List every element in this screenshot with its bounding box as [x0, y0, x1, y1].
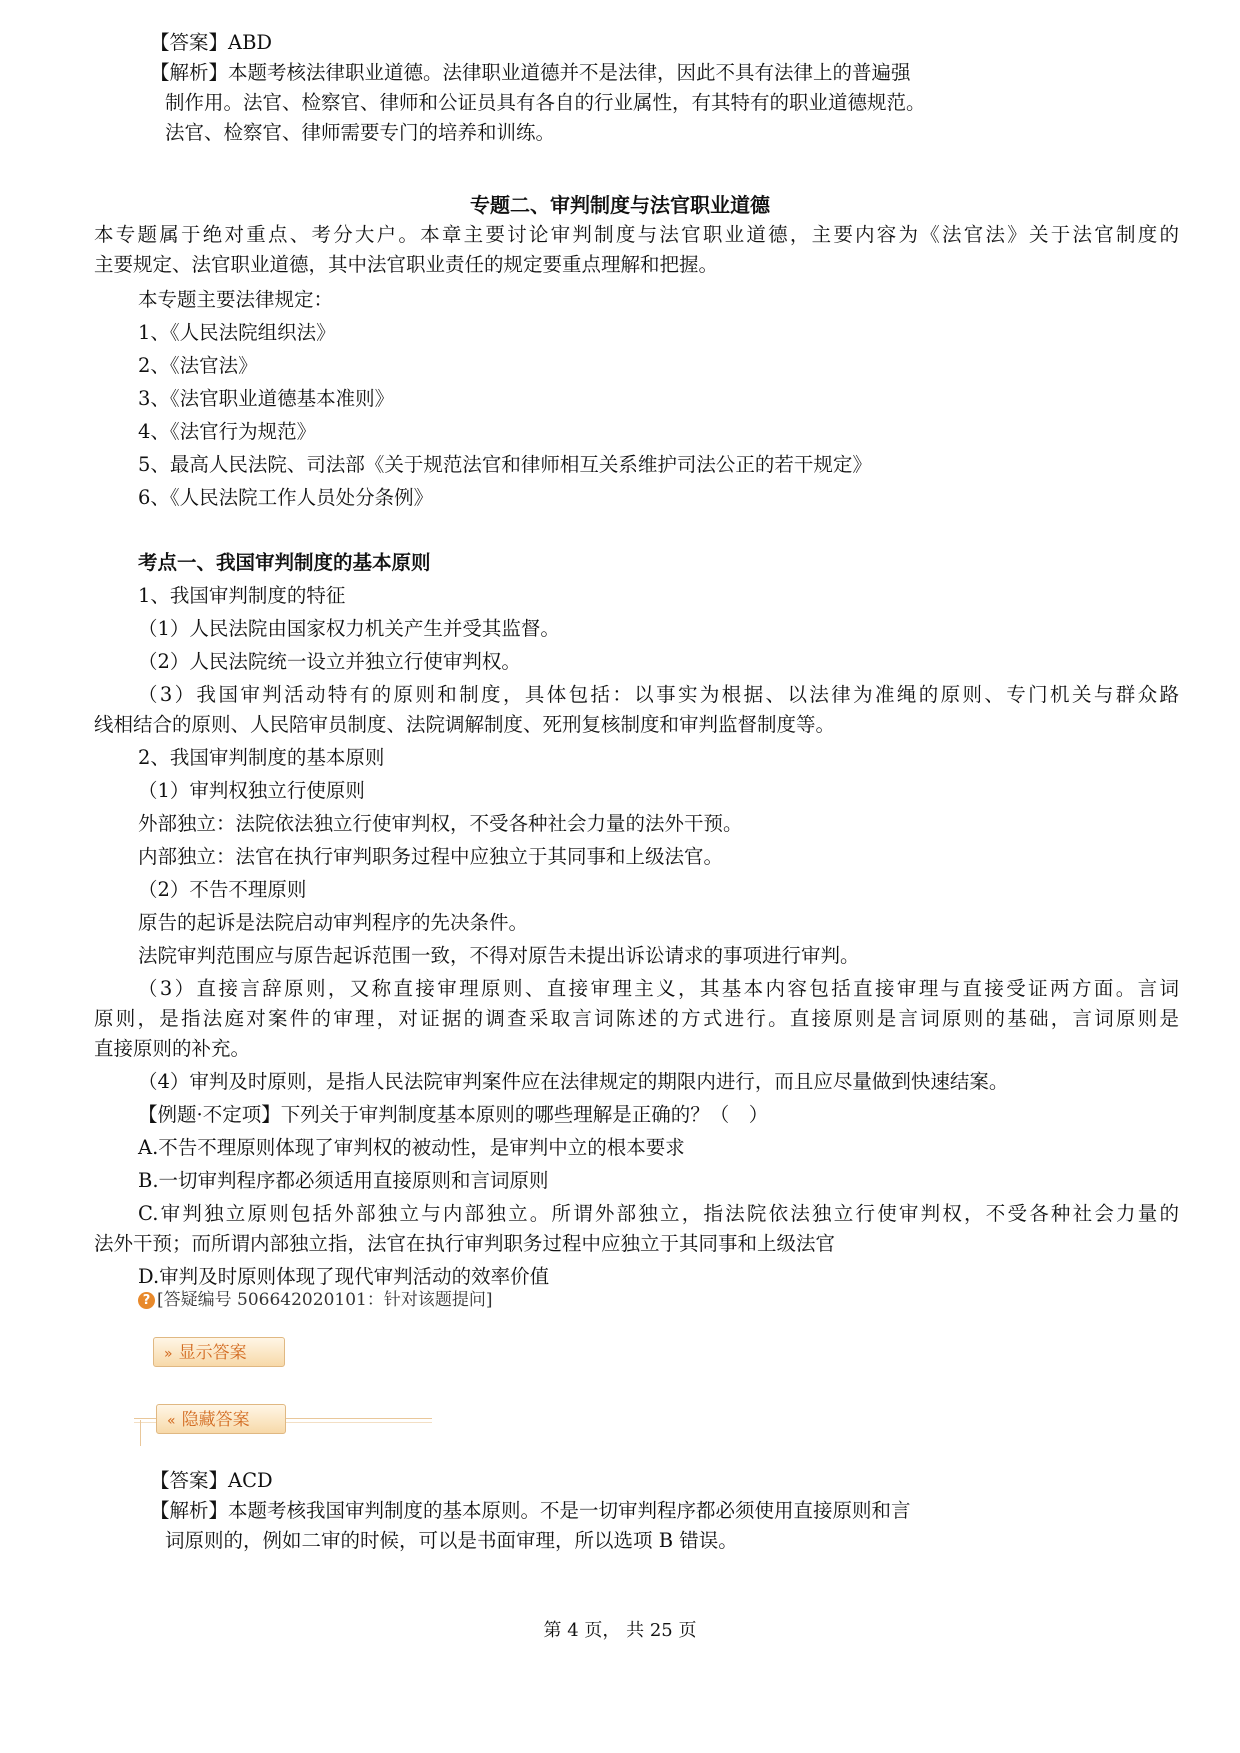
point-paragraph: （2）人民法院统一设立并独立行使审判权。: [138, 650, 521, 673]
question-option-c-cont: 法外干预；而所谓内部独立指，法官在执行审判职务过程中应独立于其同事和上级法官: [94, 1232, 836, 1255]
laws-heading: 本专题主要法律规定：: [138, 288, 334, 311]
point-paragraph: （1）审判权独立行使原则: [138, 779, 365, 802]
ask-question-link[interactable]: [138, 1288, 492, 1312]
section-intro-line-2: 主要规定、法官职业道德，其中法官职业责任的规定要重点理解和把握。: [94, 253, 719, 276]
question-option-a: A.不告不理原则体现了审判权的被动性，是审判中立的根本要求: [138, 1136, 685, 1159]
question-option-d: D.审判及时原则体现了现代审判活动的效率价值: [138, 1265, 550, 1288]
prev-analysis-line-1: 【解析】本题考核法律职业道德。法律职业道德并不是法律，因此不具有法律上的普遍强: [150, 61, 911, 84]
point-paragraph: 原告的起诉是法院启动审判程序的先决条件。: [138, 911, 529, 934]
question-option-c: C.审判独立原则包括外部独立与内部独立。所谓外部独立，指法院依法独立行使审判权，不受各种社会力量的: [138, 1202, 1179, 1225]
show-answer-button[interactable]: [153, 1337, 285, 1367]
prev-analysis-line-2: 制作用。法官、检察官、律师和公证员具有各自的行业属性，有其特有的职业道德规范。: [165, 91, 926, 114]
point-paragraph: （3）我国审判活动特有的原则和制度，具体包括：以事实为根据、以法律为准绳的原则、专门机关与群众路: [138, 683, 1179, 706]
page-footer: 第 4 页， 共 25 页: [543, 1620, 697, 1641]
prev-answer: 【答案】ABD: [150, 31, 273, 54]
point-paragraph: （2）不告不理原则: [138, 878, 307, 901]
point-paragraph: 内部独立：法官在执行审判职务过程中应独立于其同事和上级法官。: [138, 845, 724, 868]
law-item: 4、《法官行为规范》: [138, 420, 317, 443]
question-analysis-line-2: 词原则的，例如二审的时候，可以是书面审理，所以选项 B 错误。: [165, 1529, 738, 1552]
question-answer: 【答案】ACD: [150, 1469, 273, 1492]
law-item: 5、最高人民法院、司法部《关于规范法官和律师相互关系维护司法公正的若干规定》: [138, 453, 872, 476]
double-chevron-right-icon: »: [164, 1346, 173, 1362]
law-item: 3、《法官职业道德基本准则》: [138, 387, 395, 410]
point-paragraph: 原则，是指法庭对案件的审理，对证据的调查采取言词陈述的方式进行。直接原则是言词原则的基础，言词原则是: [94, 1007, 1179, 1030]
point-paragraph: （4）审判及时原则，是指人民法院审判案件应在法律规定的期限内进行，而且应尽量做到快速结案。: [138, 1070, 1009, 1093]
point-title: 考点一、我国审判制度的基本原则: [138, 551, 431, 574]
hide-answer-button[interactable]: [156, 1404, 286, 1434]
section-title: 专题二、审判制度与法官职业道德: [470, 193, 770, 217]
question-option-b: B.一切审判程序都必须适用直接原则和言词原则: [138, 1169, 549, 1192]
answer-panel-divider: [140, 1420, 141, 1446]
law-item: 2、《法官法》: [138, 354, 258, 377]
point-paragraph: 外部独立：法院依法独立行使审判权，不受各种社会力量的法外干预。: [138, 812, 743, 835]
prev-analysis-line-3: 法官、检察官、律师需要专门的培养和训练。: [165, 121, 556, 144]
question-analysis-line-1: 【解析】本题考核我国审判制度的基本原则。不是一切审判程序都必须使用直接原则和言: [150, 1499, 911, 1522]
question-stem: 【例题·不定项】下列关于审判制度基本原则的哪些理解是正确的？（ ）: [138, 1103, 769, 1126]
point-paragraph: 2、我国审判制度的基本原则: [138, 746, 385, 769]
point-paragraph: （1）人民法院由国家权力机关产生并受其监督。: [138, 617, 560, 640]
law-item: 6、《人民法院工作人员处分条例》: [138, 486, 434, 509]
point-paragraph: 1、我国审判制度的特征: [138, 584, 346, 607]
double-chevron-up-icon: «: [167, 1413, 176, 1429]
point-paragraph: 直接原则的补充。: [94, 1037, 251, 1060]
point-paragraph: 线相结合的原则、人民陪审员制度、法院调解制度、死刑复核制度和审判监督制度等。: [94, 713, 836, 736]
show-answer-label: 显示答案: [178, 1343, 247, 1363]
section-intro-line-1: 本专题属于绝对重点、考分大户。本章主要讨论审判制度与法官职业道德，主要内容为《法官法》关于法官制度的: [94, 223, 1179, 246]
point-paragraph: （3）直接言辞原则，又称直接审理原则、直接审理主义，其基本内容包括直接审理与直接受证两方面。言词: [138, 977, 1179, 1000]
ask-question-label: [答疑编号 506642020101：针对该题提问]: [157, 1290, 493, 1310]
question-mark-icon: ?: [138, 1292, 155, 1309]
hide-answer-label: 隐藏答案: [181, 1410, 250, 1430]
law-item: 1、《人民法院组织法》: [138, 321, 336, 344]
point-paragraph: 法院审判范围应与原告起诉范围一致，不得对原告未提出诉讼请求的事项进行审判。: [138, 944, 860, 967]
